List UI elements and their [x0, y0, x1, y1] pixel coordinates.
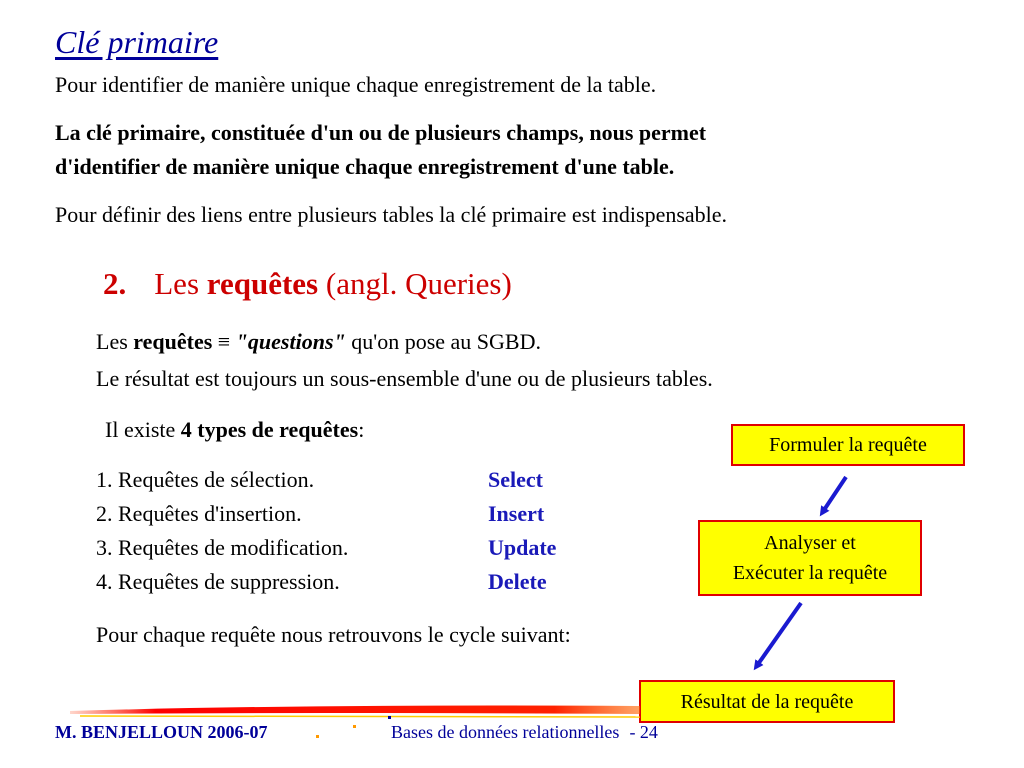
type-item-label: 1. Requêtes de sélection.: [96, 467, 315, 492]
arrow-down-icon: [756, 603, 801, 667]
cycle-step-result-label: Résultat de la requête: [680, 690, 854, 713]
arrow-down-icon: [822, 477, 846, 513]
type-item-label: 2. Requêtes d'insertion.: [96, 501, 302, 526]
type-item-keyword: Select: [488, 467, 543, 492]
footer-divider-glow: [80, 716, 640, 717]
intro-line-3: Pour définir des liens entre plusieurs tables la clé primaire est indispensable.: [55, 202, 728, 227]
equivalence-symbol: ≡: [212, 329, 236, 354]
definition-bold: requêtes: [133, 329, 213, 354]
type-item-label: 3. Requêtes de modification.: [96, 535, 349, 560]
cycle-text: Pour chaque requête nous retrouvons le cycle suivant:: [96, 622, 571, 647]
section-post: (angl. Queries): [318, 266, 512, 301]
definition-post: qu'on pose au SGBD.: [345, 329, 541, 354]
cycle-step-analyze-line-2: Exécuter la requête: [732, 562, 888, 584]
decorative-dot: [316, 735, 319, 738]
footer-page-number: - 24: [629, 722, 658, 742]
cycle-step-analyze-line-1: Analyser et: [764, 532, 856, 554]
type-item-label: 4. Requêtes de suppression.: [96, 569, 340, 594]
type-item-keyword: Update: [488, 535, 557, 560]
decorative-dot: [353, 725, 356, 728]
footer-course: [391, 722, 658, 743]
page-title: Clé primaire: [55, 24, 219, 60]
intro-bold-line-1: La clé primaire, constituée d'un ou de plusieurs champs, nous permet: [55, 120, 707, 145]
type-item-keyword: Delete: [488, 569, 547, 594]
section-number: 2.: [103, 266, 127, 301]
section-pre: Les: [154, 266, 207, 301]
footer-author: M. BENJELLOUN 2006-07: [55, 722, 268, 742]
types-intro-post: :: [358, 417, 365, 442]
footer-divider: [70, 706, 640, 714]
type-item-keyword: Insert: [488, 501, 545, 526]
definition-line-2: Le résultat est toujours un sous-ensemble d'une ou de plusieurs tables.: [96, 366, 713, 391]
intro-line-1: Pour identifier de manière unique chaque enregistrement de la table.: [55, 72, 657, 97]
types-intro-bold: 4 types de requêtes: [180, 417, 359, 442]
footer-course-name: Bases de données relationnelles: [391, 722, 620, 742]
decorative-dot: [388, 716, 391, 719]
definition-pre: Les: [96, 329, 134, 354]
section-bold: requêtes: [206, 266, 319, 301]
types-intro-pre: Il existe: [105, 417, 181, 442]
cycle-step-formulate-label: Formuler la requête: [769, 434, 927, 456]
intro-bold-line-2: d'identifier de manière unique chaque enregistrement d'une table.: [55, 154, 675, 179]
definition-questions: "questions": [235, 329, 346, 354]
